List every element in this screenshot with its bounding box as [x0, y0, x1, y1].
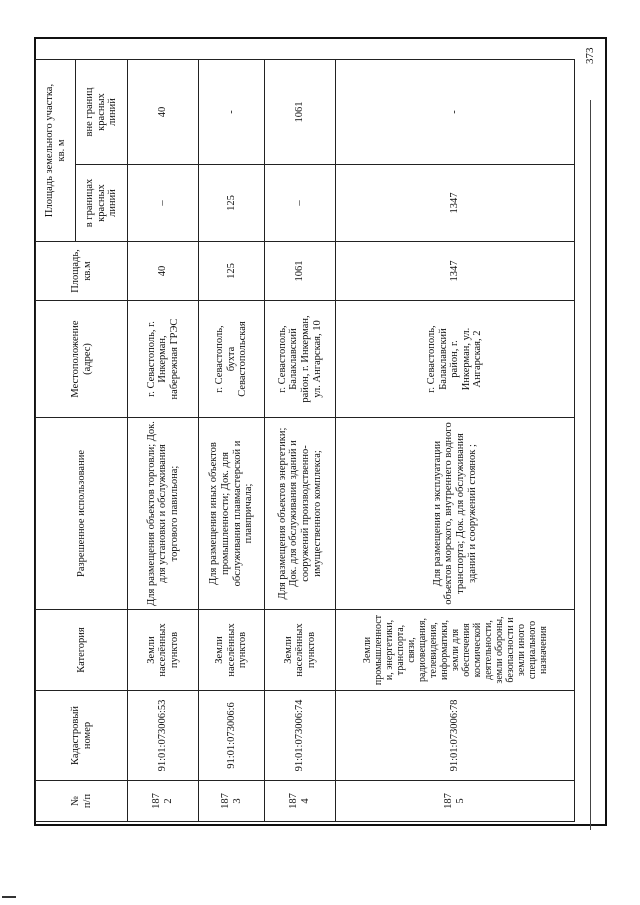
- header-area: Площадь, кв.м: [36, 242, 128, 301]
- cell-category: Земли населённых пунктов: [265, 610, 336, 691]
- cell-use: Для размещения объектов энергетики; Док. для обслуживания зданий и сооружений производственно-имущественного комплекса;: [265, 418, 336, 610]
- cell-location: г. Севастополь, Балаклавский район, г. Инкерман, ул. Ангарская, 10: [265, 301, 336, 418]
- cell-category: Земли населённых пунктов: [199, 610, 265, 691]
- page-rule: [590, 100, 591, 830]
- cell-outside: 40: [128, 60, 199, 165]
- header-outside-red-lines: вне границ красных линий: [76, 60, 128, 165]
- page-number: 373: [584, 47, 596, 64]
- cell-category: Земли населённых пунктов: [128, 610, 199, 691]
- cell-outside: -: [199, 60, 265, 165]
- cell-outside: -: [336, 60, 575, 165]
- header-location: Местоположение (адрес): [36, 301, 128, 418]
- cell-location: г. Севастополь, бухта Севастопольская: [199, 301, 265, 418]
- cell-inside: –: [265, 165, 336, 242]
- header-category: Категория: [36, 610, 128, 691]
- table-row: [265, 60, 336, 822]
- cell-num: 187 5: [336, 781, 575, 822]
- header-row-1: [36, 60, 76, 822]
- cell-outside: 1061: [265, 60, 336, 165]
- cell-num: 187 3: [199, 781, 265, 822]
- table-row: [336, 60, 575, 822]
- cell-num: 187 4: [265, 781, 336, 822]
- cell-area: 40: [128, 242, 199, 301]
- header-num: № п/п: [36, 781, 128, 822]
- cell-category: Земли промышленност и, энергетики, транспорта, связи, радиовещания, телевидения, информатики, земли для обеспечения космической деятельности, земли обороны, безопасности и земли иного специального назначения: [336, 610, 575, 691]
- cell-inside: –: [128, 165, 199, 242]
- cell-cadastral: 91:01:073006:74: [265, 691, 336, 781]
- land-plots-table-rotated: [35, 60, 575, 822]
- cell-cadastral: 91:01:073006:6: [199, 691, 265, 781]
- cell-inside: 125: [199, 165, 265, 242]
- table-row: [199, 60, 265, 822]
- cell-area: 1347: [336, 242, 575, 301]
- header-cadastral: Кадастровый номер: [36, 691, 128, 781]
- cell-use: Для размещения иных объектов промышленности; Док. для обслуживания плавмастерской и плавпричала;: [199, 418, 265, 610]
- cell-area: 125: [199, 242, 265, 301]
- cell-inside: 1347: [336, 165, 575, 242]
- cell-use: Для размещения объектов торговли; Док. для установки и обслуживания торгового павильона;: [128, 418, 199, 610]
- header-permitted-use: Разрешенное использование: [36, 418, 128, 610]
- cell-use: Для размещения и эксплуатации объектов морского, внутреннего водного транспорта; Док. для обслуживания зданий и сооружений стоянок ;: [336, 418, 575, 610]
- header-land-area: Площадь земельного участка, кв. м: [36, 60, 76, 242]
- table-row: [128, 60, 199, 822]
- cell-num: 187 2: [128, 781, 199, 822]
- cell-location: г. Севастополь, г. Инкерман, набережная ГРЭС: [128, 301, 199, 418]
- header-inside-red-lines: в границах красных линий: [76, 165, 128, 242]
- cell-location: г. Севастополь, Балаклавский район, г. Инкерман, ул. Ангарская, 2: [336, 301, 575, 418]
- cell-cadastral: 91:01:073006:53: [128, 691, 199, 781]
- land-plots-table: [35, 59, 575, 822]
- cell-cadastral: 91:01:073006:78: [336, 691, 575, 781]
- scan-mark: [2, 896, 16, 898]
- cell-area: 1061: [265, 242, 336, 301]
